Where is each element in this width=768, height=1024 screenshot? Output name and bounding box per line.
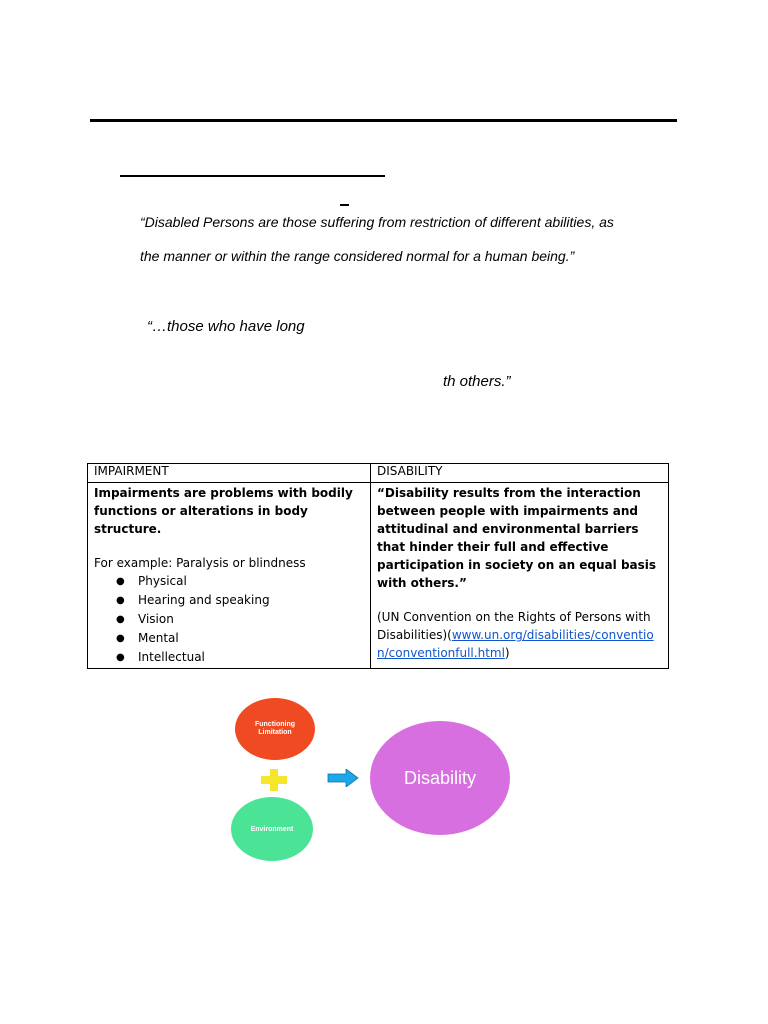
source-prefix: (UN Convention on the Rights of Persons with Disabilities)( xyxy=(377,610,651,642)
comparison-table xyxy=(87,463,669,669)
source-suffix: ) xyxy=(504,646,510,660)
quote-line-2: the manner or within the range considered normal for a human being.” xyxy=(140,248,575,264)
impairment-cell xyxy=(88,483,371,669)
disability-cell xyxy=(371,483,669,669)
functioning-limitation-label: Functioning Limitation xyxy=(254,721,296,736)
list-item: ● Vision xyxy=(138,610,364,629)
top-rule xyxy=(90,119,677,122)
impairment-list xyxy=(94,572,364,667)
functioning-limitation-circle xyxy=(235,698,315,760)
table-header-impairment: IMPAIRMENT xyxy=(88,464,371,483)
source-citation xyxy=(377,608,662,662)
disability-circle xyxy=(370,721,510,835)
un-convention-link[interactable]: www.un.org/disabilities/convention/conventionfull.html xyxy=(377,628,654,660)
list-item: ● Intellectual xyxy=(138,648,364,667)
quote-line-3: “…those who have long xyxy=(147,318,305,335)
quote-line-1: “Disabled Persons are those suffering from restriction of different abilities, as xyxy=(140,214,614,230)
quote-line-4: th others.” xyxy=(443,373,511,390)
disability-definition: “Disability results from the interaction between people with impairments and attitudinal and environmental barriers that hinder their full and effective participation in society on an equal basis with others.” xyxy=(377,486,657,590)
environment-circle xyxy=(231,797,313,861)
dash-mark xyxy=(340,204,349,206)
disability-label: Disability xyxy=(403,767,477,788)
heading-underline xyxy=(120,175,385,177)
list-item: ● Hearing and speaking xyxy=(138,591,364,610)
list-item: ● Physical xyxy=(138,572,364,591)
environment-label: Environment xyxy=(250,825,294,833)
disability-diagram xyxy=(228,695,518,865)
example-label: For example: Paralysis or blindness xyxy=(94,556,306,570)
plus-icon xyxy=(260,768,288,792)
table-header-disability: DISABILITY xyxy=(371,464,669,483)
list-item: ● Mental xyxy=(138,629,364,648)
impairment-definition: Impairments are problems with bodily functions or alterations in body structure. xyxy=(94,486,353,536)
arrow-right-icon xyxy=(327,769,359,787)
